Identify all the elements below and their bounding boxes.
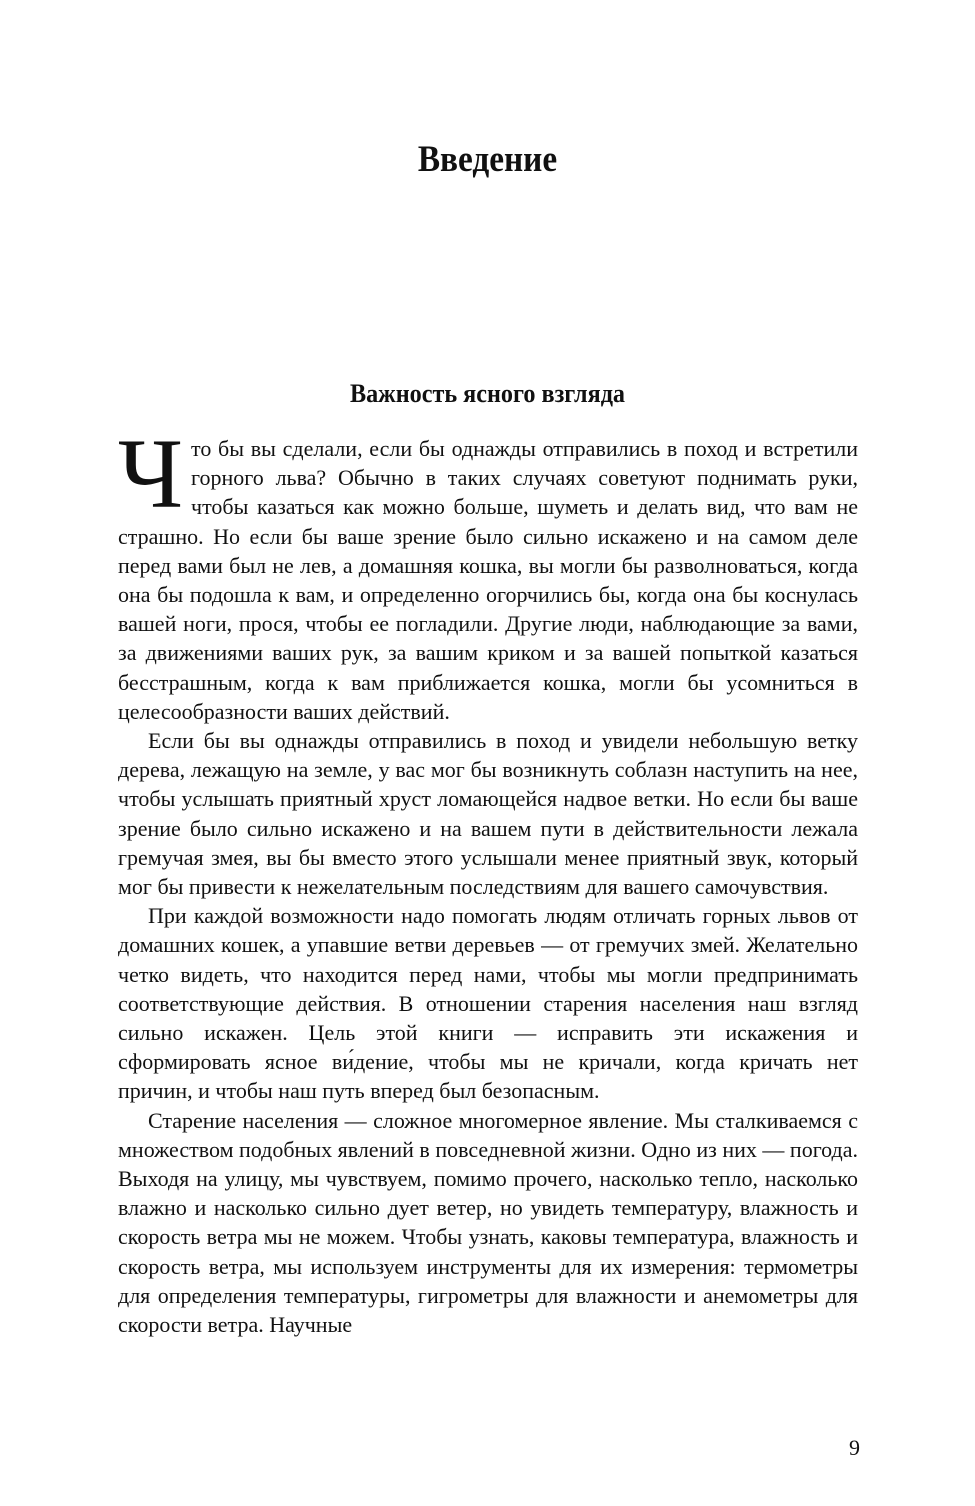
paragraph-2: Если бы вы однажды отправились в поход и увидели небольшую ветку дерева, лежащую на земле, у вас мог бы возникнуть соблазн наступить на нее, чтобы услышать приятный хруст ломающейся надвое ветки. Но если бы ваше зрение было сильно искажено и на вашем пути в действительности лежала гремучая змея, вы бы вместо этого услышали менее приятный звук, который мог бы привести к нежелательным последствиям для вашего самочувствия. [118,728,858,900]
drop-cap: Ч [118,418,183,529]
chapter-title: Введение [417,139,558,180]
body-text [118,418,858,1339]
paragraph-1 [118,418,858,726]
page-number: 9 [849,1435,860,1460]
section-title: Важность ясного взгляда [349,379,626,408]
paragraph-3: При каждой возможности надо помогать людям отличать горных львов от домашних кошек, а упавшие ветви деревьев — от гремучих змей. Желательно четко видеть, что находится перед нами, чтобы мы могли предпринимать соответствующие действия. В отношении старения населения наш взгляд сильно искажен. Цель этой книги — исправить эти искажения и сформировать ясное ви́дение, чтобы мы не кричали, когда кричать нет причин, и чтобы наш путь вперед был безопасным. [118,903,858,1104]
paragraph-1-text: то бы вы сделали, если бы однажды отправились в поход и встретили горного льва? Обычно в таких случаях советуют поднимать руки, чтобы казаться как можно больше, шуметь и делать вид, что вам не страшно. Но если бы ваше зрение было сильно искажено и на самом деле перед вами был не лев, а домашняя кошка, вы могли бы разволноваться, когда она бы подошла к вам, и определенно огорчились бы, когда она бы коснулась вашей ноги, прося, чтобы ее погладили. Другие люди, наблюдающие за вами, за движениями ваших рук, за вашим криком и за вашей попыткой казаться бесстрашным, когда к вам приближается кошка, могли бы усомниться в целесообразности ваших действий. [118,436,858,724]
paragraph-4: Старение населения — сложное многомерное явление. Мы сталкиваемся с множеством подобных явлений в повседневной жизни. Одно из них — погода. Выходя на улицу, мы чувствуем, помимо прочего, насколько тепло, насколько влажно и насколько сильно дует ветер, но увидеть температуру, влажность и скорость ветра мы не можем. Чтобы узнать, каковы температура, влажность и скорость ветра, мы используем инструменты для их измерения: термометры для определения температуры, гигрометры для влажности и анемометры для скорости ветра. Научные [118,1107,858,1338]
